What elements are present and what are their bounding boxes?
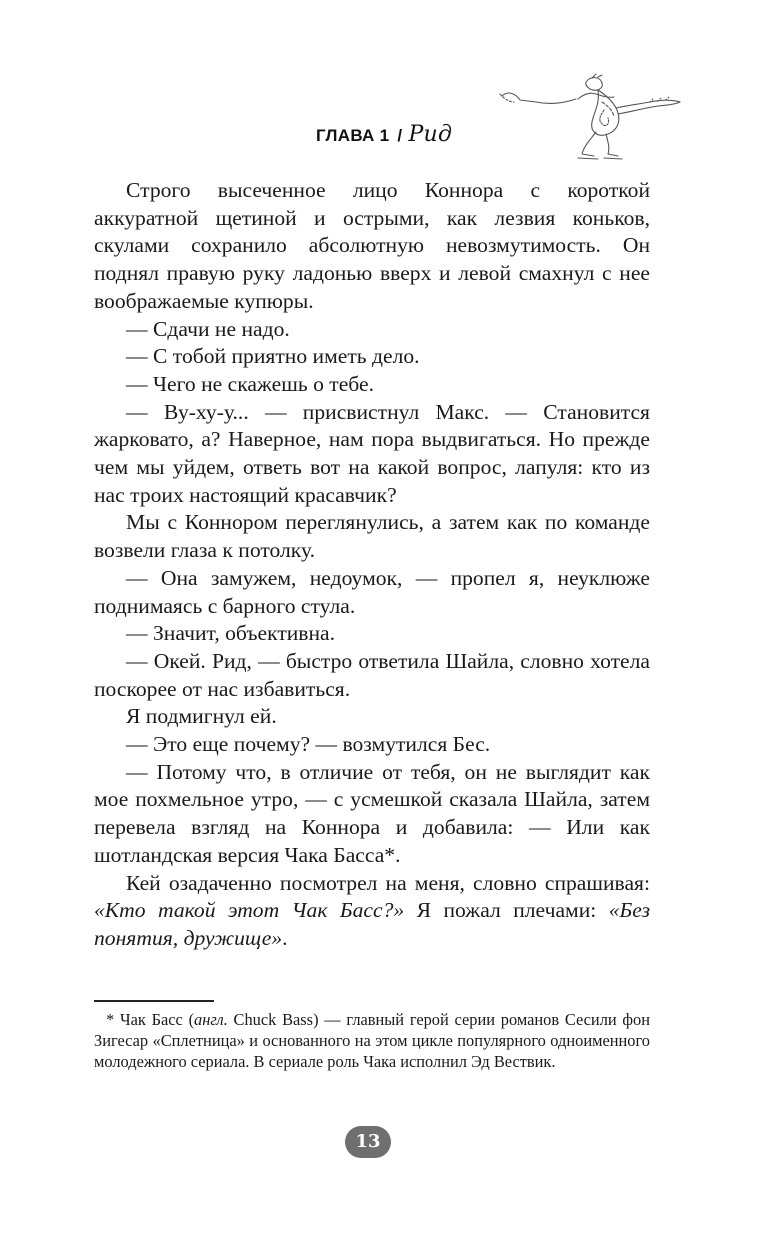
paragraph: — Она замужем, недоумок, — пропел я, неуклюже поднимаясь с барного стула. <box>94 565 650 618</box>
paragraph-text: . <box>282 925 288 950</box>
paragraph: — Сдачи не надо. <box>126 316 290 341</box>
paragraph: — Это еще почему? — возмутился Бес. <box>126 732 491 757</box>
paragraph <box>94 870 650 953</box>
paragraph: — Потому что, в отличие от тебя, он не выглядит как мое похмельное утро, — с усмешкой сказала Шайла, затем перевела взгляд на Коннора и добавила: — Или как шотландская версия Чака Басса*. <box>94 759 650 867</box>
footnote-prefix: * Чак Басс ( <box>106 1010 195 1029</box>
paragraph: — Значит, объективна. <box>126 621 336 646</box>
paragraph: — С тобой приятно иметь дело. <box>126 344 420 369</box>
footnote-text <box>94 1009 650 1072</box>
footnote-abbreviation: англ. <box>194 1010 228 1029</box>
header-separator: / <box>397 126 403 145</box>
page-number-badge: 13 <box>345 1126 391 1158</box>
running-header <box>316 122 452 147</box>
paragraph: Мы с Коннором переглянулись, а затем как по команде возвели глаза к потолку. <box>94 510 650 563</box>
paragraph: — Окей. Рид, — быстро ответила Шайла, словно хотела поскорее от нас избавиться. <box>94 648 650 701</box>
italic-quote: «Кто такой этот Чак Басс?» <box>94 898 405 923</box>
paragraph-text: Кей озадаченно посмотрел на меня, словно спрашивая: <box>126 870 650 895</box>
character-name: Рид <box>408 122 453 147</box>
footnote <box>94 1009 650 1072</box>
hockey-player-sketch-icon <box>498 72 684 162</box>
chapter-label: ГЛАВА 1 <box>316 126 390 145</box>
body-text <box>94 177 650 953</box>
footnote-divider <box>94 1000 214 1002</box>
italic-quote: «Без понятия, дружище» <box>94 898 650 950</box>
paragraph: Я подмигнул ей. <box>126 704 277 729</box>
paragraph: — Ву-ху-у... — присвистнул Макс. — Становится жарковато, а? Наверное, нам пора выдвигаться. Но прежде чем мы уйдем, ответь вот на какой вопрос, лапуля: кто из нас троих настоящий красавчик? <box>94 399 650 507</box>
paragraph: — Чего не скажешь о тебе. <box>126 371 374 396</box>
footnote-body: Chuck Bass) — главный герой серии романов Сесили фон Зигесар «Сплетница» и основанного на этом цикле популярного одноименного молодежного сериала. В сериале роль Чака исполнил Эд Вествик. <box>94 1010 650 1071</box>
paragraph-text: Я пожал плечами: <box>404 898 609 923</box>
paragraph: Строго высеченное лицо Коннора с короткой аккуратной щетиной и острыми, как лезвия коньков, скулами сохранило абсолютную невозмутимость. Он поднял правую руку ладонью вверх и левой смахнул с нее воображаемые купюры. <box>94 178 650 313</box>
